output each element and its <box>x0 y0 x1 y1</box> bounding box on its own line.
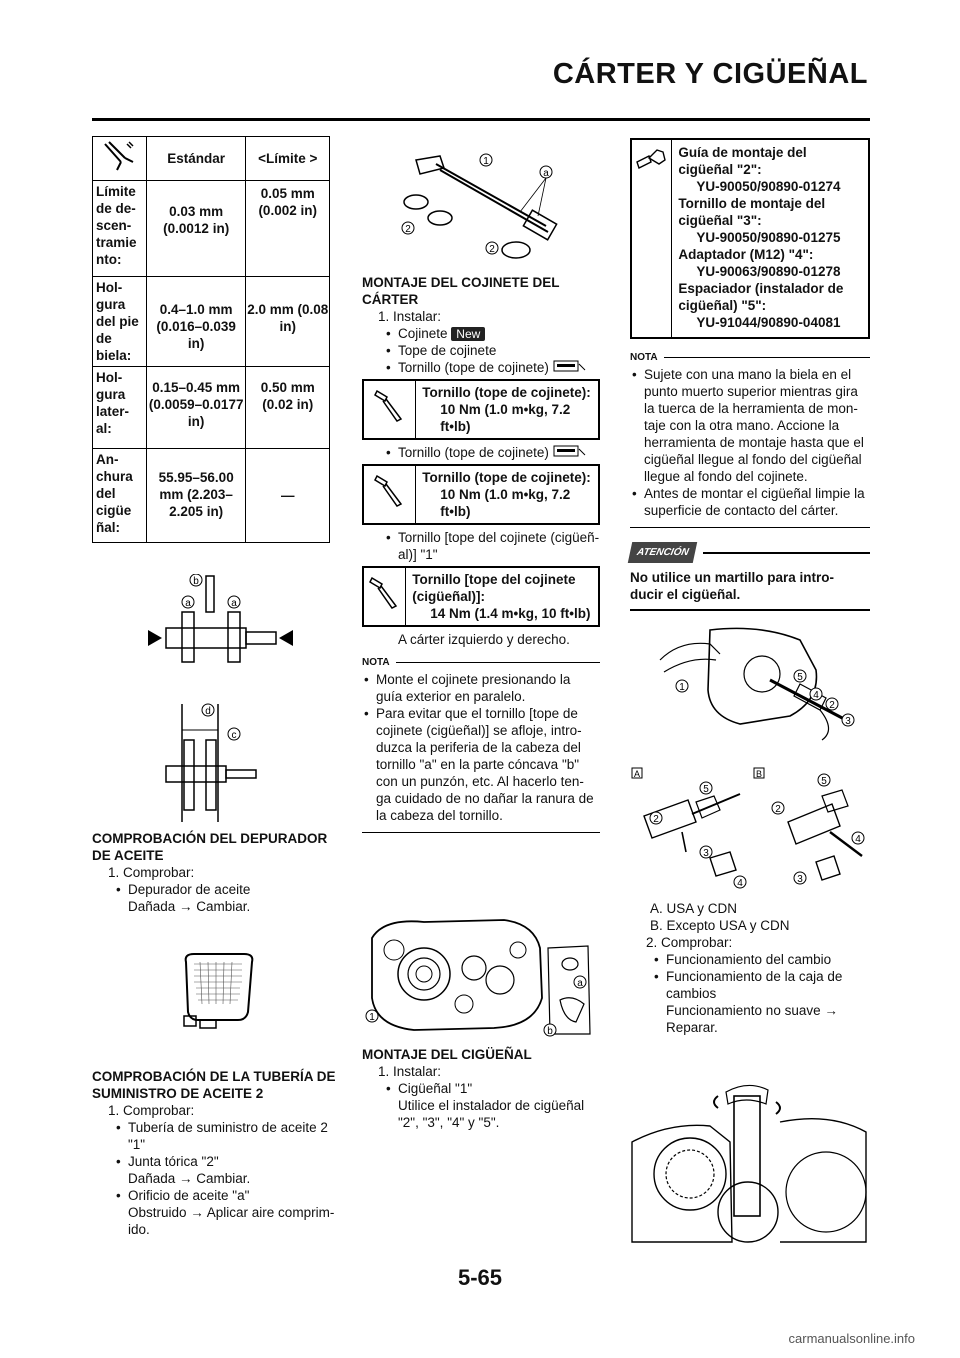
tool-code: YU-90050/90890-01275 <box>696 230 841 245</box>
tool-name: Espaciador (instalador de cigüeñal) "5": <box>678 281 844 313</box>
calipers-icon <box>99 140 139 174</box>
callout-4: 4 <box>813 690 819 701</box>
bullet-action: Dañada → Cambiar. <box>128 1171 251 1186</box>
page-title: CÁRTER Y CIGÜEÑAL <box>552 58 868 90</box>
bullet-item: • Tope de cojinete <box>362 342 600 359</box>
nota-label: NOTA <box>362 657 390 668</box>
transmission-check-illustration <box>630 1082 870 1244</box>
bullet-action: Dañada → Cambiar. <box>128 899 251 914</box>
nota-header <box>362 654 600 671</box>
torque-spec-name: Tornillo (tope de cojinete): <box>422 385 591 400</box>
caution-label: ATENCIÓN <box>628 542 698 563</box>
callout-5: 5 <box>821 776 827 787</box>
nota-item: • Monte el cojinete presionando la guía exterior en paralelo. <box>362 671 600 705</box>
spec-row-label: Hol- gura del pie de biela: <box>93 277 147 367</box>
spec-table-icon-cell <box>93 137 147 181</box>
callout-5: 5 <box>797 672 803 683</box>
tool-code: YU-90050/90890-01274 <box>696 179 841 194</box>
torque-spec-name: Tornillo [tope del cojinete (cigüeñal)]: <box>412 572 576 604</box>
caption-b: B. Excepto USA y CDN <box>650 918 790 933</box>
caution-end-rule <box>630 609 870 611</box>
callout-b: b <box>547 1026 553 1037</box>
nota-label: NOTA <box>630 352 658 363</box>
callout-3: 3 <box>797 874 803 885</box>
table-row <box>93 277 330 367</box>
bullet-action: Obstruido → Aplicar aire comprim- ido. <box>128 1205 335 1237</box>
page-number: 5-65 <box>457 1265 503 1290</box>
tool-name: Tornillo de montaje del cigüeñal "3": <box>678 196 826 228</box>
bullet-item <box>362 444 600 461</box>
spec-row-limit: 0.50 mm (0.02 in) <box>246 367 330 449</box>
bolt-icon <box>373 387 407 427</box>
tool-name: Adaptador (M12) "4": <box>678 247 814 262</box>
header-rule <box>92 118 870 121</box>
callout-3: 3 <box>703 848 709 859</box>
spec-header-limit: <Límite > <box>246 137 330 181</box>
variant-b-label: B <box>755 769 763 779</box>
caution-header <box>630 542 870 563</box>
callout-1: 1 <box>369 1012 375 1023</box>
caution-text: No utilice un martillo para intro- ducir el cigüeñal. <box>630 570 835 602</box>
callout-2: 2 <box>489 244 495 255</box>
torque-spec-value: 14 Nm (1.4 m•kg, 10 ft•lb) <box>430 606 591 621</box>
variant-a-label: A <box>633 769 641 779</box>
bullet-action: Reparar. <box>666 1020 718 1035</box>
nota-end-rule <box>362 832 600 833</box>
callout-2: 2 <box>775 804 781 815</box>
bullet-item: • Funcionamiento de la caja de cambios <box>630 968 870 1002</box>
callout-b: b <box>193 576 199 587</box>
bullet-action: Funcionamiento no suave → <box>666 1003 838 1018</box>
torque-spec-box <box>362 566 600 627</box>
tool-code: YU-90063/90890-01278 <box>696 264 841 279</box>
lock-agent-icon <box>553 360 587 372</box>
torque-spec-name: Tornillo (tope de cojinete): <box>422 470 591 485</box>
nota-item: • Antes de montar el cigüeñal limpie la superficie de contacto del cárter. <box>630 485 870 519</box>
callout-a: a <box>185 598 191 609</box>
spec-row-standard: 55.95–56.00 mm (2.203–2.205 in) <box>146 449 246 543</box>
spec-row-label: An- chura del cigüe ñal: <box>93 449 147 543</box>
spec-row-standard: 0.15–0.45 mm (0.0059–0.0177 in) <box>146 367 246 449</box>
nota-item: • Para evitar que el tornillo [tope de cojinete (cigüeñal)] se afloje, intro- duzca la periferia de la cabeza del tornillo "a" en la parte cóncava "b" con un punzón, etc. Al hacerlo ten- ga cuidado de no dañar la ranura de la cabeza del tornillo. <box>362 705 600 824</box>
lock-agent-icon <box>553 445 587 457</box>
bolt-icon <box>373 472 407 512</box>
section-heading: COMPROBACIÓN DE LA TUBERÍA DE SUMINISTRO DE ACEITE 2 <box>92 1069 336 1101</box>
step-text: 2. Comprobar: <box>646 935 733 950</box>
section-heading: MONTAJE DEL CIGÜEÑAL <box>362 1047 532 1062</box>
callout-c: c <box>231 730 237 741</box>
column-three <box>630 138 870 611</box>
special-tools-box <box>630 138 870 339</box>
bullet-item: • Funcionamiento del cambio <box>630 951 870 968</box>
callout-1: 1 <box>679 682 685 693</box>
tool-name: Guía de montaje del cigüeñal "2": <box>678 145 807 177</box>
spec-row-label: Hol- gura later- al: <box>93 367 147 449</box>
torque-spec-box <box>362 464 600 525</box>
section-heading: MONTAJE DEL COJINETE DEL CÁRTER <box>362 275 560 307</box>
bullet-text: Tornillo (tope de cojinete) <box>398 445 549 460</box>
spec-row-limit: — <box>246 449 330 543</box>
table-row <box>93 449 330 543</box>
callout-2: 2 <box>405 224 411 235</box>
callout-a: a <box>231 598 237 609</box>
tool-code: YU-91044/90890-04081 <box>696 315 841 330</box>
crankcase-bearing-illustration <box>364 908 600 1040</box>
bullet-action: A cárter izquierdo y derecho. <box>398 632 570 647</box>
bullet-action: Utilice el instalador de cigüeñal "2", "3", "4" y "5". <box>398 1098 585 1130</box>
torque-spec-value: 10 Nm (1.0 m•kg, 7.2 ft•lb) <box>440 402 571 434</box>
crankshaft-runout-illustration <box>148 574 293 690</box>
callout-4: 4 <box>855 834 861 845</box>
crankshaft-installer-illustration <box>650 620 870 750</box>
oil-pipe-section <box>92 1068 336 1238</box>
step-text: 1. Comprobar: <box>108 1103 195 1118</box>
torque-spec-value: 10 Nm (1.0 m•kg, 7.2 ft•lb) <box>440 487 571 519</box>
torque-spec-box <box>362 379 600 440</box>
callout-2: 2 <box>829 700 835 711</box>
callout-5: 5 <box>703 784 709 795</box>
callout-d: d <box>205 706 211 717</box>
bullet-item: • Tornillo [tope del cojinete (cigüeñ- al)] "1" <box>362 529 600 563</box>
watermark: carmanualsonline.info <box>788 1331 915 1346</box>
gearbox-check-section <box>630 900 870 1036</box>
step-text: 1. Instalar: <box>378 1064 442 1079</box>
spec-row-standard: 0.4–1.0 mm (0.016–0.039 in) <box>146 277 246 367</box>
spec-row-limit: 2.0 mm (0.08 in) <box>246 277 330 367</box>
callout-2: 2 <box>653 814 659 825</box>
new-badge: New <box>451 327 485 341</box>
nota-header <box>630 349 870 366</box>
bullet-text: Cojinete <box>398 326 448 341</box>
callout-4: 4 <box>737 878 743 889</box>
step-text: 1. Comprobar: <box>108 865 195 880</box>
nota-item: • Sujete con una mano la biela en el punto muerto superior mientras gira la tuerca de la herramienta de mon- taje con la otra mano. Accione la herramienta de montaje hasta que el cigüeñal llegue al fondo del cigüeñal llegue al fondo del cojinete. <box>630 366 870 485</box>
section-heading: COMPROBACIÓN DEL DEPURADOR DE ACEITE <box>92 831 328 863</box>
bullet-text: Tornillo (tope de cojinete) <box>398 360 549 375</box>
spec-header-standard: Estándar <box>146 137 246 181</box>
spec-table-container <box>92 136 330 543</box>
spec-table <box>92 136 330 543</box>
installer-tool-set-illustration <box>630 766 870 896</box>
callout-a: a <box>577 978 583 989</box>
callout-a: a <box>543 168 549 179</box>
bolt-icon <box>368 574 402 614</box>
callout-3: 3 <box>845 716 851 727</box>
oil-pipe-illustration <box>396 146 576 266</box>
bullet-item: • Tubería de suministro de aceite 2 "1" <box>92 1119 336 1153</box>
bullet-item <box>362 325 600 342</box>
bullet-item <box>362 359 600 376</box>
table-row <box>93 367 330 449</box>
caption-a: A. USA y CDN <box>650 901 738 916</box>
spec-row-standard: 0.03 mm (0.0012 in) <box>146 181 246 277</box>
nota-end-rule <box>630 527 870 528</box>
oil-strainer-illustration <box>178 950 260 1032</box>
step-text: 1. Instalar: <box>378 309 442 324</box>
oil-strainer-section <box>92 830 332 915</box>
bullet-item: • Depurador de aceite <box>92 881 332 898</box>
crankshaft-install-section <box>362 1046 600 1131</box>
bullet-item: • Junta tórica "2" <box>92 1153 336 1170</box>
spec-row-label: Límite de de- scen- tramie nto: <box>93 181 147 277</box>
crank-width-illustration <box>160 700 264 822</box>
bullet-item: • Orificio de aceite "a" <box>92 1187 336 1204</box>
callout-1: 1 <box>483 156 489 167</box>
spec-row-limit: 0.05 mm (0.002 in) <box>246 181 330 277</box>
special-tool-icon <box>635 146 669 172</box>
table-row <box>93 181 330 277</box>
bearing-section <box>362 274 600 833</box>
bullet-item: • Cigüeñal "1" <box>362 1080 600 1097</box>
